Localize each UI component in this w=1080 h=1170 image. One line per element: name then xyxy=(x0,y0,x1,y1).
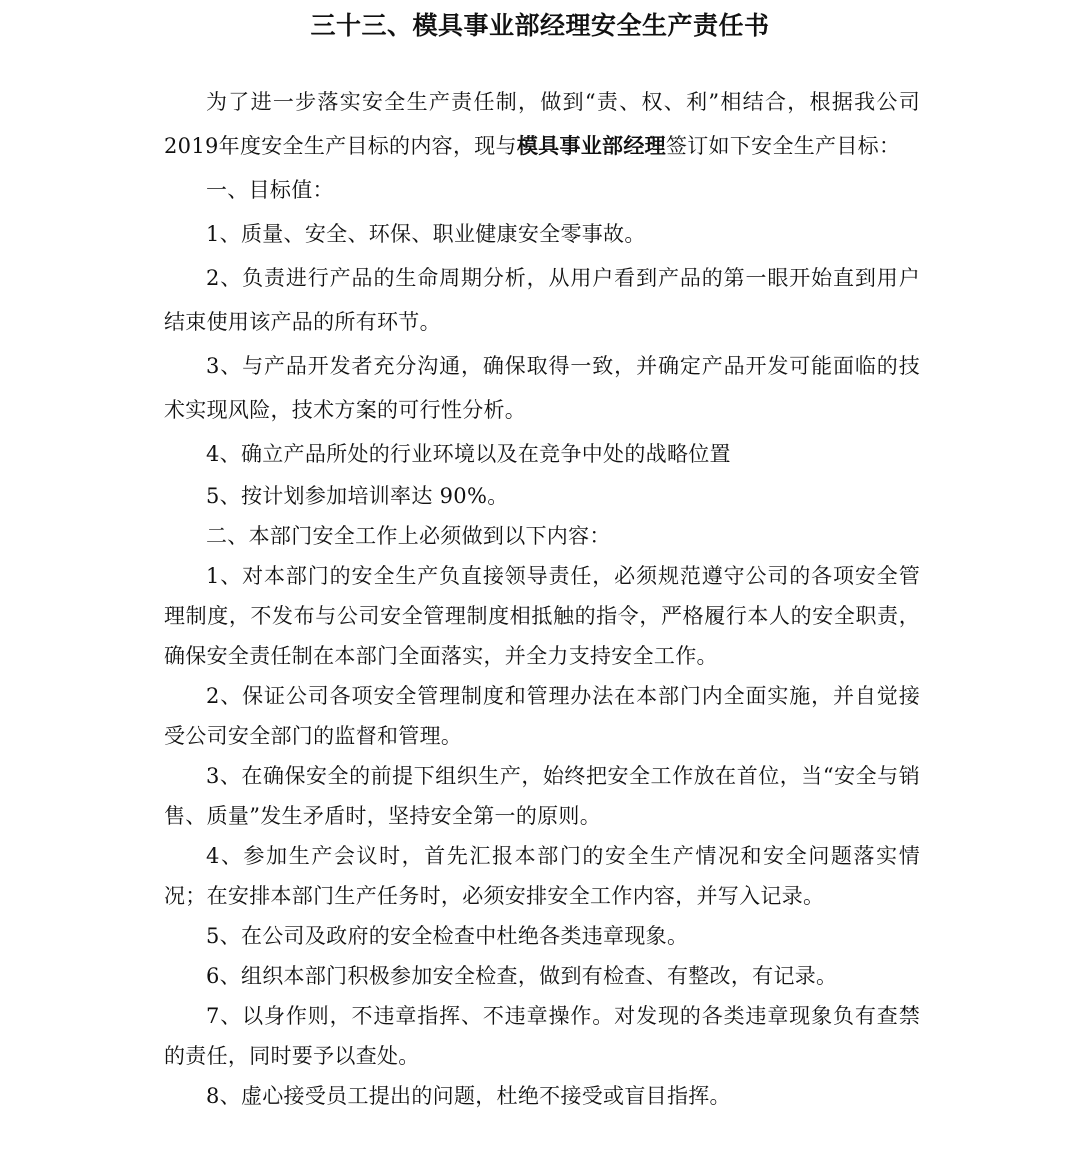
section1-item-3: 3、与产品开发者充分沟通，确保取得一致，并确定产品开发可能面临的技术实现风险，技术方案的可行性分析。 xyxy=(164,354,920,422)
section2-item-6: 6、组织本部门积极参加安全检查，做到有检查、有整改，有记录。 xyxy=(206,964,838,988)
document-body xyxy=(164,80,920,1116)
document-title: 三十三、模具事业部经理安全生产责任书 xyxy=(310,11,770,40)
section1-item-1: 1、质量、安全、环保、职业健康安全零事故。 xyxy=(206,222,646,246)
section1-item-5: 5、按计划参加培训率达 90%。 xyxy=(206,484,509,508)
section2-item-1: 1、对本部门的安全生产负直接领导责任，必须规范遵守公司的各项安全管理制度，不发布与公司安全管理制度相抵触的指令，严格履行本人的安全职责，确保安全责任制在本部门全面落实，并全力支持安全工作。 xyxy=(164,564,920,668)
section2-item-7: 7、以身作则，不违章指挥、不违章操作。对发现的各类违章现象负有查禁的责任，同时要予以查处。 xyxy=(164,1004,920,1068)
intro-paragraph xyxy=(164,80,920,168)
section2-item-4: 4、参加生产会议时，首先汇报本部门的安全生产情况和安全问题落实情况；在安排本部门生产任务时，必须安排安全工作内容，并写入记录。 xyxy=(164,844,920,908)
section2-item-2: 2、保证公司各项安全管理制度和管理办法在本部门内全面实施，并自觉接受公司安全部门的监督和管理。 xyxy=(164,684,920,748)
section2-item-3: 3、在确保安全的前提下组织生产，始终把安全工作放在首位，当“安全与销售、质量”发生矛盾时，坚持安全第一的原则。 xyxy=(164,764,920,828)
intro-text-1: 为了进一步落实安全生产责任制，做到“责、权、利”相结合，根据我公司2019年度安全生产目标的内容，现与 xyxy=(164,90,920,158)
section2-item-8: 8、虚心接受员工提出的问题，杜绝不接受或盲目指挥。 xyxy=(206,1084,731,1108)
section1-item-2: 2、负责进行产品的生命周期分析，从用户看到产品的第一眼开始直到用户结束使用该产品的所有环节。 xyxy=(164,266,920,334)
section2-item-5: 5、在公司及政府的安全检查中杜绝各类违章现象。 xyxy=(206,924,689,948)
section1-item-4: 4、确立产品所处的行业环境以及在竞争中处的战略位置 xyxy=(206,442,731,466)
section1-heading: 一、目标值： xyxy=(206,178,334,202)
section2-heading: 二、本部门安全工作上必须做到以下内容： xyxy=(206,524,611,548)
intro-emphasis: 模具事业部经理 xyxy=(516,133,666,158)
intro-text-2: 签订如下安全生产目标： xyxy=(665,134,901,158)
